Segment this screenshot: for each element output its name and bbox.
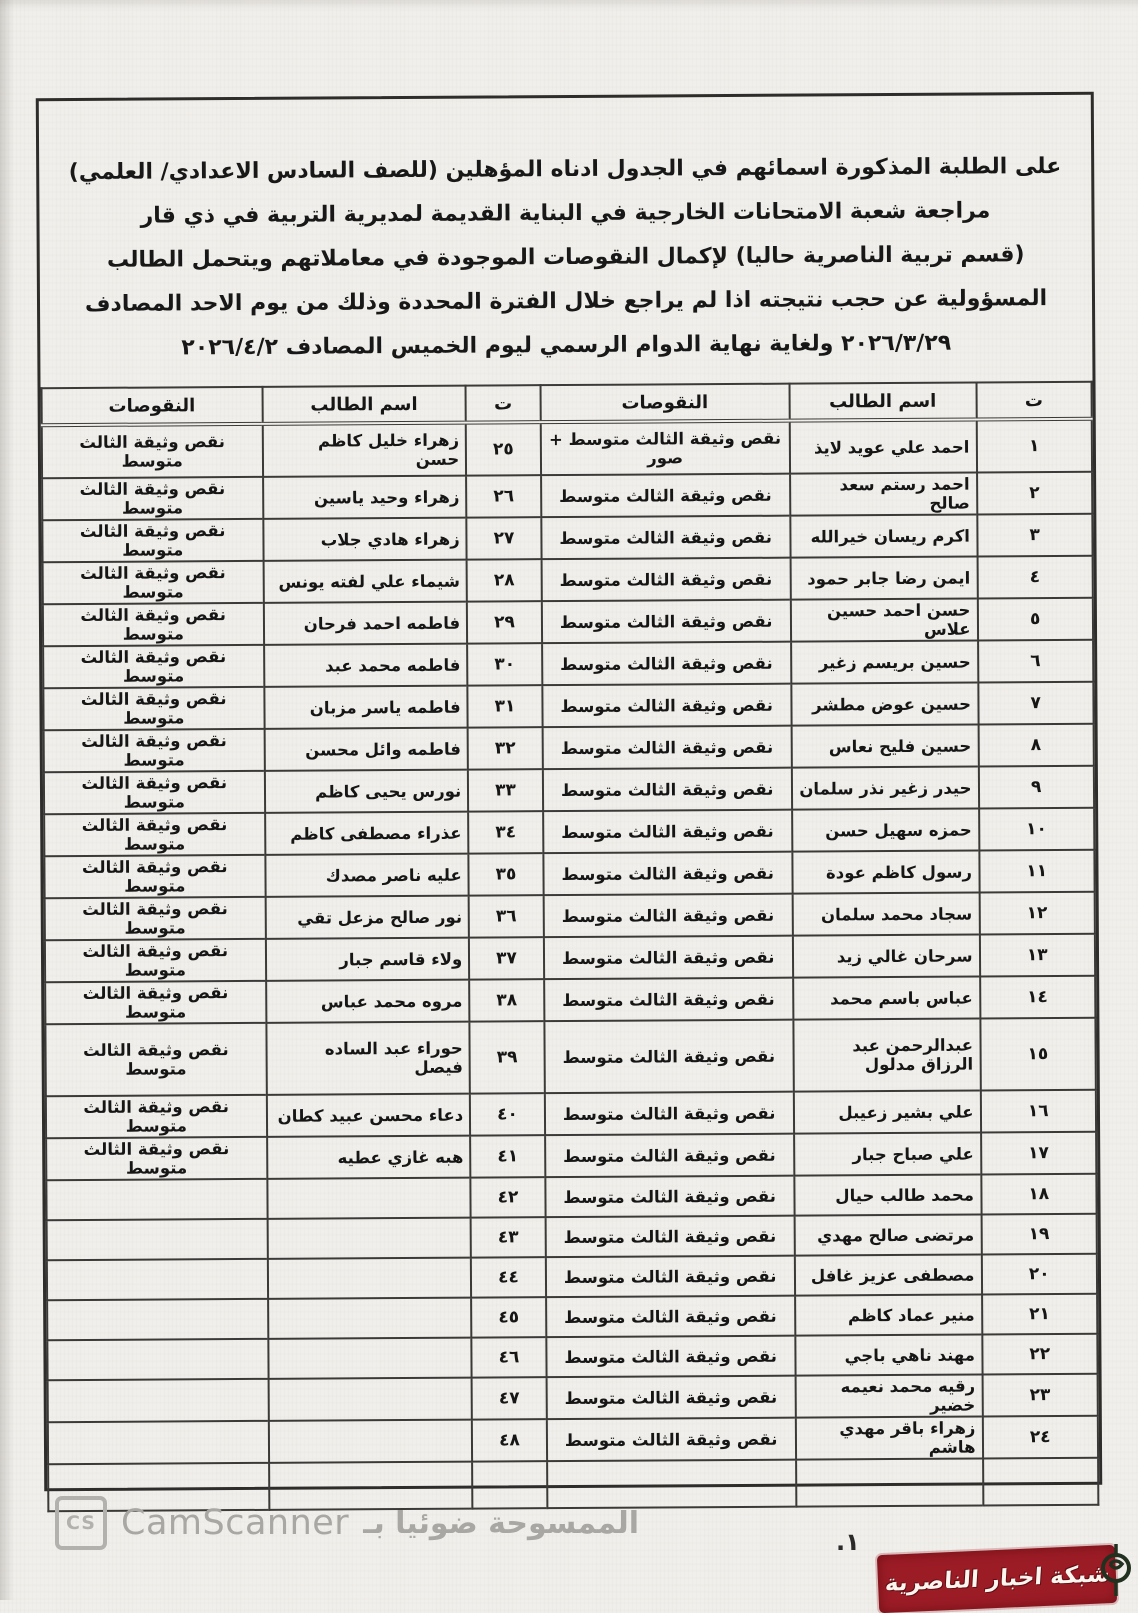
student-name-cell: ايمن رضا جابر حمود <box>790 557 977 600</box>
deficiency-cell: نقص وثيقة الثالث متوسط <box>544 978 793 1022</box>
row-number-cell: ١ <box>976 419 1092 473</box>
deficiency-cell: نقص وثيقة الثالث متوسط <box>42 519 263 562</box>
deficiency-cell: نقص وثيقة الثالث متوسط <box>44 813 265 856</box>
row-number-cell: ٣٢ <box>468 727 543 769</box>
student-name-cell: مرتضى صالح مهدي <box>794 1214 981 1255</box>
table-row <box>43 640 1093 688</box>
student-name-cell: عباس باسم محمد <box>793 976 980 1019</box>
notice-line: مراجعة شعبة الامتحانات الخارجية في البناية القديمة لمديرية التربية في ذي قار <box>140 198 991 229</box>
row-number-cell: ٤٢ <box>471 1177 546 1217</box>
deficiency-cell <box>46 1179 267 1220</box>
deficiency-cell: نقص وثيقة الثالث متوسط <box>46 1137 267 1180</box>
student-name-cell: زهراء خليل كاظم حسن <box>262 423 466 477</box>
deficiency-cell: نقص وثيقة الثالث متوسط <box>543 768 792 812</box>
deficiency-cell: نقص وثيقة الثالث متوسط <box>545 1134 794 1178</box>
row-number-cell: ٣٧ <box>469 937 544 979</box>
deficiency-cell <box>47 1219 268 1260</box>
row-number-cell: ٣٩ <box>470 1021 545 1093</box>
table-row <box>45 934 1095 982</box>
col-header-index-1: ت <box>976 382 1092 420</box>
table-row <box>43 682 1093 730</box>
deficiency-cell: نقص وثيقة الثالث متوسط <box>45 939 266 982</box>
student-name-cell: فاطمه ياسر مزبان <box>264 686 468 729</box>
table-row <box>46 1132 1096 1180</box>
row-number-cell <box>983 1458 1099 1506</box>
student-name-cell: حسن احمد حسين علاس <box>790 599 977 642</box>
camscanner-arabic-label: الممسوحة ضوئيا بـ <box>363 1505 640 1541</box>
deficiency-cell: نقص وثيقة الثالث متوسط <box>547 1418 796 1462</box>
student-name-cell: حسين بريسم زغير <box>791 641 978 684</box>
row-number-cell: ١٠ <box>979 808 1095 851</box>
student-name-cell <box>268 1298 472 1339</box>
table-row <box>48 1416 1098 1464</box>
table-row <box>45 976 1095 1024</box>
student-name-cell: دعاء محسن عبيد كطان <box>266 1094 470 1137</box>
notice-line: ٢٠٢٦/٣/٢٩ ولغاية نهاية الدوام الرسمي ليوم الخميس المصادف ٢٠٢٦/٤/٢ <box>181 330 952 361</box>
row-number-cell: ٧ <box>978 682 1094 725</box>
row-number-cell: ٣٠ <box>467 643 542 685</box>
students-table <box>41 381 1100 1512</box>
deficiency-cell: نقص وثيقة الثالث متوسط <box>546 1296 795 1338</box>
deficiency-cell <box>48 1421 269 1464</box>
student-name-cell <box>268 1338 472 1379</box>
deficiency-cell <box>47 1299 268 1340</box>
deficiency-cell: نقص وثيقة الثالث متوسط <box>43 687 264 730</box>
student-name-cell: احمد علي عويد لايذ <box>789 420 976 474</box>
table-row <box>48 1374 1098 1422</box>
table-row <box>42 419 1092 478</box>
camscanner-footer <box>55 1496 639 1550</box>
deficiency-cell <box>47 1259 268 1300</box>
student-name-cell <box>267 1218 471 1259</box>
row-number-cell: ١١ <box>979 850 1095 893</box>
deficiency-cell: نقص وثيقة الثالث متوسط <box>45 1023 266 1096</box>
row-number-cell: ٨ <box>978 724 1094 767</box>
student-name-cell: زهراء وحيد ياسين <box>263 476 467 519</box>
row-number-cell: ٢ <box>977 472 1093 515</box>
deficiency-cell: نقص وثيقة الثالث متوسط <box>543 852 792 896</box>
student-name-cell: علي صباح جبار <box>794 1132 981 1175</box>
deficiency-cell: نقص وثيقة الثالث متوسط <box>541 516 790 560</box>
deficiency-cell: نقص وثيقة الثالث متوسط <box>544 1020 793 1094</box>
row-number-cell: ٢٧ <box>467 517 542 559</box>
row-number-cell: ٢٢ <box>982 1334 1098 1375</box>
student-name-cell: حسين فليح نعاس <box>791 724 978 767</box>
table-row <box>47 1294 1097 1340</box>
student-name-cell <box>268 1420 472 1463</box>
document-frame <box>36 92 1102 1491</box>
student-name-cell <box>268 1378 472 1421</box>
student-name-cell <box>267 1258 471 1299</box>
student-name-cell: منير عماد كاظم <box>795 1294 982 1335</box>
stamp-text: شبكة اخبار الناصرية <box>883 1561 1111 1597</box>
news-network-stamp <box>877 1545 1117 1613</box>
row-number-cell: ١٢ <box>979 892 1095 935</box>
deficiency-cell: نقص وثيقة الثالث متوسط <box>546 1336 795 1378</box>
table-row <box>44 850 1094 898</box>
student-name-cell: حسين عوض مطشر <box>791 683 978 726</box>
row-number-cell: ٣٥ <box>469 853 544 895</box>
notice-line: المسؤولية عن حجب نتيجته اذا لم يراجع خلال الفترة المحددة وذلك من يوم الاحد المصادف <box>84 286 1048 317</box>
student-name-cell: فاطمه محمد عبد <box>264 644 468 687</box>
camscanner-logo-icon: CS <box>55 1496 107 1550</box>
deficiency-cell: نقص وثيقة الثالث متوسط <box>541 558 790 602</box>
student-name-cell <box>796 1458 983 1506</box>
table-row <box>46 1090 1096 1138</box>
notice-line: (قسم تربية الناصرية حاليا) لإكمال النقوصات الموجودة في معاملاتهم ويتحمل الطالب <box>106 242 1025 273</box>
row-number-cell: ٤٥ <box>471 1297 546 1337</box>
col-header-name-1: اسم الطالب <box>789 383 976 421</box>
student-name-cell: اكرم ريسان خيرالله <box>790 515 977 558</box>
deficiency-cell: نقص وثيقة الثالث متوسط <box>541 474 790 518</box>
table-row <box>47 1334 1097 1380</box>
deficiency-cell: نقص وثيقة الثالث متوسط <box>42 424 263 478</box>
row-number-cell: ٦ <box>978 640 1094 683</box>
student-name-cell: مهند ناهي باجي <box>795 1334 982 1375</box>
student-name-cell: مروه محمد عباس <box>266 980 470 1023</box>
student-name-cell: زهراء باقر مهدي هاشم <box>795 1416 982 1459</box>
row-number-cell: ٣٦ <box>469 895 544 937</box>
row-number-cell: ١٥ <box>980 1018 1096 1091</box>
student-name-cell: فاطمه احمد فرحان <box>263 602 467 645</box>
deficiency-cell: نقص وثيقة الثالث متوسط <box>45 897 266 940</box>
student-name-cell: علي بشير زعيبل <box>793 1090 980 1133</box>
deficiency-cell: نقص وثيقة الثالث متوسط <box>43 561 264 604</box>
deficiency-cell: نقص وثيقة الثالث متوسط <box>43 603 264 646</box>
row-number-cell: ١٣ <box>979 934 1095 977</box>
table-header-row <box>42 382 1092 425</box>
deficiency-cell: نقص وثيقة الثالث متوسط + صور <box>541 421 790 476</box>
row-number-cell: ٢٣ <box>982 1374 1098 1417</box>
student-name-cell: رسول كاظم عودة <box>792 850 979 893</box>
deficiency-cell: نقص وثيقة الثالث متوسط <box>542 642 791 686</box>
student-name-cell: عبدالرحمن عبد الرزاق مدلول <box>793 1018 980 1091</box>
row-number-cell: ٤٦ <box>472 1337 547 1377</box>
student-name-cell: نورس يحيى كاظم <box>264 770 468 813</box>
student-name-cell: زهراء هادي جلاب <box>263 518 467 561</box>
col-header-deficiencies-1: النقوصات <box>540 384 789 423</box>
deficiency-cell: نقص وثيقة الثالث متوسط <box>44 729 265 772</box>
row-number-cell: ٢٤ <box>982 1416 1098 1459</box>
table-row <box>47 1214 1097 1260</box>
deficiency-cell: نقص وثيقة الثالث متوسط <box>45 981 266 1024</box>
student-name-cell: حمزه سهيل حسن <box>792 808 979 851</box>
row-number-cell: ٤٤ <box>471 1257 546 1297</box>
row-number-cell: ١٧ <box>981 1132 1097 1175</box>
student-name-cell: مصطفى عزيز غافل <box>794 1254 981 1295</box>
student-name-cell: سرحان غالي زيد <box>792 934 979 977</box>
row-number-cell: ٢٩ <box>467 601 542 643</box>
deficiency-cell <box>48 1379 269 1422</box>
table-row <box>45 1018 1095 1096</box>
deficiency-cell: نقص وثيقة الثالث متوسط <box>44 855 265 898</box>
row-number-cell: ٢١ <box>982 1294 1098 1335</box>
row-number-cell: ٤٣ <box>471 1217 546 1257</box>
deficiency-cell: نقص وثيقة الثالث متوسط <box>545 1176 794 1218</box>
deficiency-cell: نقص وثيقة الثالث متوسط <box>546 1376 795 1420</box>
deficiency-cell: نقص وثيقة الثالث متوسط <box>542 726 791 770</box>
student-name-cell: عذراء مصطفى كاظم <box>265 812 469 855</box>
deficiency-cell: نقص وثيقة الثالث متوسط <box>46 1095 267 1138</box>
scan-edge-shadow-top <box>0 0 1138 10</box>
row-number-cell: ٣٣ <box>468 769 543 811</box>
student-name-cell: سجاد محمد سلمان <box>792 892 979 935</box>
student-name-cell: عليه ناصر مصدك <box>265 854 469 897</box>
table-row <box>42 514 1092 562</box>
deficiency-cell: نقص وثيقة الثالث متوسط <box>542 684 791 728</box>
student-name-cell: محمد طالب حيال <box>794 1174 981 1215</box>
student-name-cell: رقيه محمد نعيمه خضير <box>795 1374 982 1417</box>
row-number-cell: ٣٨ <box>469 979 544 1021</box>
deficiency-cell: نقص وثيقة الثالث متوسط <box>42 477 263 520</box>
student-name-cell: حيدر زغير نذر سلمان <box>791 766 978 809</box>
row-number-cell: ٢٥ <box>466 422 541 475</box>
deficiency-cell: نقص وثيقة الثالث متوسط <box>43 645 264 688</box>
row-number-cell: ٤٨ <box>472 1419 547 1461</box>
row-number-cell: ٢٦ <box>466 475 541 517</box>
student-name-cell: احمد رستم سعد صالح <box>790 473 977 516</box>
row-number-cell: ٤٧ <box>472 1377 547 1419</box>
row-number-cell: ١٦ <box>980 1090 1096 1133</box>
stamp-emblem-icon <box>1096 1540 1136 1600</box>
col-header-deficiencies-2: النقوصات <box>42 387 263 425</box>
row-number-cell: ٤١ <box>470 1135 545 1177</box>
row-number-cell: ٩ <box>978 766 1094 809</box>
row-number-cell: ٤ <box>977 556 1093 599</box>
deficiency-cell: نقص وثيقة الثالث متوسط <box>542 600 791 644</box>
deficiency-cell <box>47 1339 268 1380</box>
table-row <box>47 1254 1097 1300</box>
notice-block <box>39 95 1093 371</box>
table-row <box>44 724 1094 772</box>
student-name-cell: فاطمه وائل محسن <box>264 728 468 771</box>
camscanner-label: CamScanner <box>121 1503 350 1543</box>
row-number-cell: ٣٤ <box>468 811 543 853</box>
table-row <box>46 1174 1096 1220</box>
row-number-cell: ٣١ <box>468 685 543 727</box>
deficiency-cell: نقص وثيقة الثالث متوسط <box>543 894 792 938</box>
table-row <box>43 556 1093 604</box>
document-sheet <box>36 92 1102 1491</box>
student-name-cell: حوراء عبد الساده فيصل <box>266 1022 470 1095</box>
table-row <box>43 598 1093 646</box>
table-row <box>44 808 1094 856</box>
students-table-body <box>42 419 1099 1511</box>
col-header-index-2: ت <box>466 385 541 422</box>
deficiency-cell: نقص وثيقة الثالث متوسط <box>544 936 793 980</box>
student-name-cell: ولاء قاسم جبار <box>265 938 469 981</box>
row-number-cell: ٥ <box>977 598 1093 641</box>
scan-edge-shadow <box>0 0 14 1600</box>
deficiency-cell: نقص وثيقة الثالث متوسط <box>545 1216 794 1258</box>
student-name-cell <box>267 1178 471 1219</box>
row-number-cell: ٤٠ <box>470 1093 545 1135</box>
row-number-cell: ١٩ <box>981 1214 1097 1255</box>
deficiency-cell: نقص وثيقة الثالث متوسط <box>546 1256 795 1298</box>
notice-line: على الطلبة المذكورة اسمائهم في الجدول ادناه المؤهلين (للصف السادس الاعدادي/ العلمي) <box>68 153 1062 186</box>
table-row <box>45 892 1095 940</box>
row-number-cell: ٣ <box>977 514 1093 557</box>
table-row <box>42 472 1092 520</box>
student-name-cell: نور صالح مزعل تقي <box>265 896 469 939</box>
table-row <box>44 766 1094 814</box>
student-name-cell: شيماء علي لفته يونس <box>263 560 467 603</box>
row-number-cell: ١٨ <box>981 1174 1097 1215</box>
deficiency-cell: نقص وثيقة الثالث متوسط <box>44 771 265 814</box>
student-name-cell: هبه غازي عطيه <box>267 1136 471 1179</box>
col-header-name-2: اسم الطالب <box>262 386 466 424</box>
deficiency-cell: نقص وثيقة الثالث متوسط <box>545 1092 794 1136</box>
page-number-mark: .١ <box>836 1528 860 1556</box>
row-number-cell: ٢٨ <box>467 559 542 601</box>
row-number-cell: ١٤ <box>980 976 1096 1019</box>
deficiency-cell: نقص وثيقة الثالث متوسط <box>543 810 792 854</box>
row-number-cell: ٢٠ <box>981 1254 1097 1295</box>
